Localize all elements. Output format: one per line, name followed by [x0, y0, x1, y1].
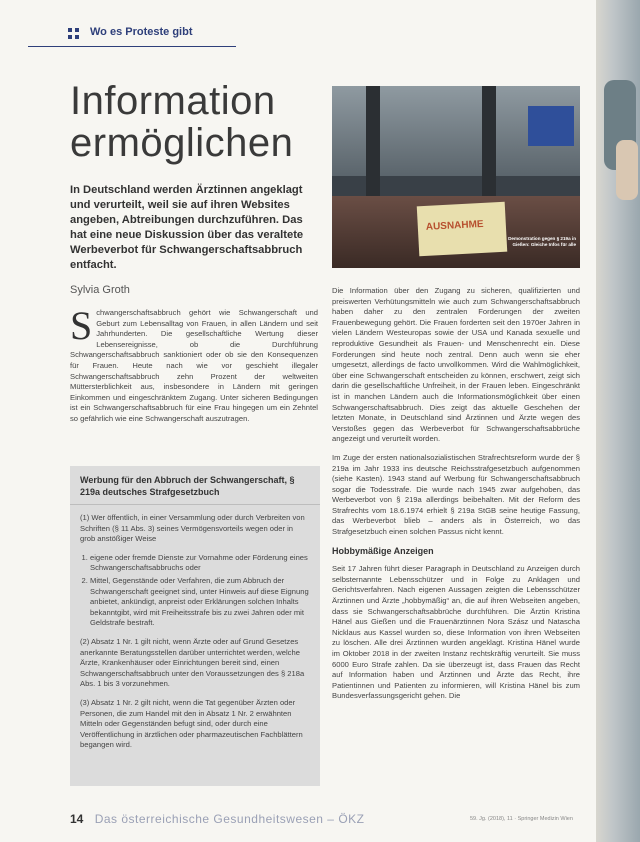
photo-caption: Demonstration gegen § 219a in Gießen: Gleiche Infos für alle — [508, 236, 576, 247]
legal-text-box — [70, 466, 320, 786]
box-list — [80, 553, 310, 629]
box-list-item: 2. Mittel, Gegenstände oder Verfahren, die zum Abbruch der Schwangerschaft geeignet sind, unter Hinweis auf diese Eignung anbietet, ankündigt, anpreist oder Erklärungen solchen Inhalts bekanntgibt, wird mit Freiheitsstrafe bis zu zwei Jahren oder mit Geldstrafe bestraft. — [90, 576, 310, 629]
body-intro — [70, 303, 318, 425]
lead-paragraph: In Deutschland werden Ärztinnen angeklagt und verurteilt, weil sie auf ihren Websites angeben, Abtreibungen durchzuführen. Das hat eine neue Diskussion über das veraltete Werbeverbot für Schwangerschaftsabbruch entfacht. — [70, 184, 304, 271]
dots-icon — [68, 28, 80, 40]
protest-sign — [417, 202, 507, 257]
body-intro-text: chwangerschaftsabbruch gehört wie Schwangerschaft und Geburt zum Lebensalltag von Frauen, in allen Ländern und seit Jahrhunderten. Die gesellschaftliche Wertung dieser Lebensereignisse, ob die Durchführung Schwangerschaftsabbruch sanktioniert oder ob sie den Konsequenzen für Frauen. Heute nach wie vor geschieht illegaler Schwangerschaftsabbruch zehn Prozent der weltweiten Müttersterblichkeit aus, insbesondere in Ländern mit geringen Einkommen und eingeschränktem Zugang. Unter sicheren Bedingungen ist ein Schwangerschaftsabbruch für eine Frau hingegen um ein Zehntel so gefährlich wie eine Schwangerschaft auszutragen. — [70, 308, 318, 423]
right-column — [332, 286, 580, 710]
footer-citation: 59. Jg. (2018), 11 · Springer Medizin Wien — [470, 816, 573, 822]
adjacent-page-edge — [596, 0, 640, 842]
section-header — [28, 22, 236, 47]
col2-paragraph-2: Im Zuge der ersten nationalsozialistischen Strafrechtsreform wurde der § 219a im Jahr 1933 ins deutsche Reichsstrafgesetzbuch aufgenommen (siehe Kasten). 1943 stand auf Werbung für Schwangerschaftsabbruch sogar die Todesstrafe. Die wurde nach 1945 zwar aufgehoben, das Werbeverbot von § 219a allerdings beibehalten. Mit der Reform des Strafrechts vom 18.6.1974 erhielt § 219a StGB seine heutige Fassung, das Werbeverbot blieb – anders als in Österreich, wo das Strafgesetzbuch einen solchen Passus nicht kennt. — [332, 452, 580, 537]
col2-paragraph-1: Die Information über den Zugang zu sicheren, qualifizierten und preiswerten Verhütungsmitteln wie auch zum Schwangerschaftsabbruch haben daher zu den zentralen Forderungen der zweiten Frauenbewegung gehört. Die Frauen forderten seit den 1970er Jahren in vielen Ländern Westeuropas sowie der USA und Kanada sexuelle und reproduktive Gesundheit als Frauen- und Menschenrecht ein. Diese Forderungen sind heute noch zentral. Denn auch wenn sie eher umgesetzt, allerdings de facto unvollkommen. Wird die Wahlmöglichkeit, über eine Schwangerschaft entscheiden zu können, erschwert, zeigt sich darin die gesellschaftliche Unfreiheit, in der Frauen leben. Eingeschränkt ist in manchen Ländern auch die Informationsmöglichkeit über einen Schwangerschaftsabbruch. Dies zeigt das aktuelle Geschehen der letzten Monate, in Deutschland sind Ärztinnen und Ärzte wegen des Verstoßes gegen das Werbeverbot für Schwangerschaftsabbrüche angezeigt und verurteilt worden. — [332, 286, 580, 444]
subheading: Hobbymäßige Anzeigen — [332, 545, 434, 556]
box-paragraph-3: (3) Absatz 1 Nr. 2 gilt nicht, wenn die Tat gegenüber Ärzten oder Personen, die zum Handel mit den in Absatz 1 Nr. 2 erwähnten Mitteln oder Gegenständen befugt sind, oder durch eine Veröffentlichung in ärztlichen oder pharmazeutischen Fachblättern begangen wird. — [80, 697, 303, 750]
publication-name: Das österreichische Gesundheitswesen – ÖKZ — [94, 812, 365, 826]
box-title: Werbung für den Abbruch der Schwangerschaft, § 219a deutsches Strafgesetzbuch — [70, 466, 320, 505]
section-label: Wo es Proteste gibt — [90, 26, 193, 38]
box-paragraph-1: (1) Wer öffentlich, in einer Versammlung oder durch Verbreiten von Schriften (§ 11 Abs. 3) seines Vermögensvorteils wegen oder in grob anstößiger Weise — [80, 513, 305, 544]
page-number: 14 — [70, 812, 84, 826]
protest-photo — [332, 86, 580, 268]
col2-paragraph-3: Seit 17 Jahren führt dieser Paragraph in Deutschland zu Anzeigen durch selbsternannte Lebensschützer und in Folge zu Anklagen und Gerichtsverfahren. Nach eigenen Aussagen zeigten die Lebensschützer Ärztinnen und Ärzte „hobbymäßig“ an, die auf ihren Webseiten angeben, dass sie Schwangerschaftsabbrüche durchführen. Die Ärztin Kristina Hänel aus Gießen und die Frauenärztinnen Nora Szász und Natascha Nicklaus aus Kassel wurden so, diese Information von ihren Webseiten zu löschen. Alle drei Ärztinnen wurden angeklagt. Kristina Hänel wurde im Oktober 2018 in der zweiten Instanz rechtskräftig verurteilt. Sie muss 6000 Euro Strafe zahlen. Da sie überzeugt ist, dass Frauen das Recht auf Information haben und Ärztinnen und Ärzte das Recht, ihre Patientinnen und Patienten zu informieren, will Kristina Hänel bis zum Bundesverfassungsgericht gehen. Die — [332, 564, 580, 701]
headline — [70, 80, 330, 164]
author-name: Sylvia Groth — [70, 284, 130, 296]
box-content — [70, 505, 320, 767]
box-paragraph-2: (2) Absatz 1 Nr. 1 gilt nicht, wenn Ärzte oder auf Grund Gesetzes anerkannte Beratungsstellen darüber unterrichtet werden, welche Ärzte, Krankenhäuser oder Einrichtungen bereit sind, einen Schwangerschaftsabbruch unter den Voraussetzungen des § 218a Abs. 1 bis 3 vorzunehmen. — [80, 636, 305, 689]
headline-line-2: ermöglichen — [70, 121, 294, 165]
protest-sign-text: AUSNAHME — [425, 218, 484, 233]
headline-line-1: Information — [70, 79, 276, 123]
box-list-item: 1. eigene oder fremde Dienste zur Vornahme oder Förderung eines Schwangerschaftsabbruchs oder — [90, 553, 310, 574]
page-footer — [70, 812, 365, 826]
flag-shape — [528, 106, 574, 146]
drop-cap: S — [70, 303, 93, 348]
